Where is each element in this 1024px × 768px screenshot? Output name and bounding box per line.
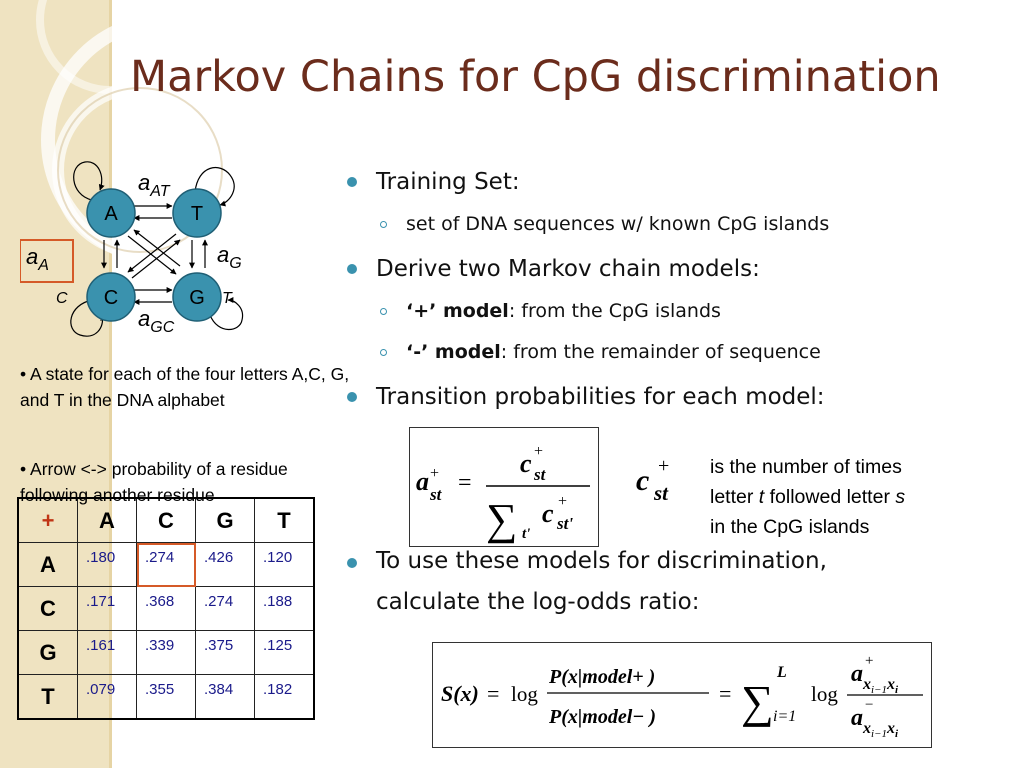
f1-lhs: a bbox=[416, 467, 429, 496]
f1-den-sum-sub: t' bbox=[522, 526, 531, 542]
node-t-label: T bbox=[190, 203, 204, 225]
label-aGC: $a_{GC}$ bbox=[138, 306, 175, 336]
table-row bbox=[18, 587, 314, 631]
f2-r-num-sup: + bbox=[865, 653, 874, 669]
table-cell: .339 bbox=[137, 631, 196, 675]
c-symbol-sup: + bbox=[658, 455, 670, 477]
label-aGT-sub-t: T bbox=[222, 290, 232, 307]
c-symbol-description bbox=[710, 452, 1010, 542]
sub-bullet-training: set of DNA sequences w/ known CpG islands bbox=[344, 204, 1004, 245]
transition-table bbox=[17, 497, 315, 720]
table-cell: .182 bbox=[255, 675, 315, 720]
f2-sum-bottom: i=1 bbox=[773, 708, 797, 725]
edge-a-to-g bbox=[128, 236, 176, 274]
table-col-c: C bbox=[137, 498, 196, 543]
edge-c-to-t bbox=[132, 240, 180, 278]
f2-sum-top: L bbox=[777, 664, 787, 681]
edge-t-to-c bbox=[128, 234, 176, 272]
f1-lhs-sup: + bbox=[430, 465, 440, 482]
f2-eq2: = bbox=[719, 681, 732, 706]
formula-transition-prob-svg bbox=[410, 428, 598, 546]
note-states: • A state for each of the four letters A,C, G, and T in the DNA alphabet bbox=[20, 364, 350, 410]
node-c-label: C bbox=[103, 287, 119, 309]
f1-den-sum: ∑ bbox=[486, 495, 518, 544]
f2-lhs: S(x) bbox=[441, 681, 479, 706]
node-g bbox=[173, 273, 221, 321]
desc-line-2b: followed letter bbox=[764, 486, 896, 508]
label-aGT: $a_G$ bbox=[217, 242, 242, 272]
f1-eq: = bbox=[458, 470, 472, 496]
table-cell: .188 bbox=[255, 587, 315, 631]
f2-log1: log bbox=[511, 682, 538, 706]
table-row bbox=[18, 631, 314, 675]
node-a bbox=[87, 189, 135, 237]
f2-r-num-sub: $x_{i-1}x_i$ bbox=[863, 676, 899, 696]
label-aAC: $a_A$ bbox=[26, 244, 49, 274]
f2-sum: ∑ bbox=[741, 676, 774, 727]
table-row-label: T bbox=[18, 675, 78, 720]
table-cell: .274 bbox=[196, 587, 255, 631]
desc-line-2a: letter bbox=[710, 486, 759, 508]
label-aAT: $a_{AT}$ bbox=[138, 170, 170, 200]
sub-bullet-plus-model bbox=[344, 291, 1004, 332]
formula-log-odds bbox=[432, 642, 932, 748]
table-corner-plus: + bbox=[18, 498, 78, 543]
node-g-label: G bbox=[189, 287, 205, 309]
edge-g-to-a bbox=[134, 230, 180, 266]
table-cell: .375 bbox=[196, 631, 255, 675]
desc-var-t: t bbox=[758, 486, 765, 508]
bullet-list bbox=[344, 160, 1004, 623]
f2-r-den-sub: $x_{i-1}x_i$ bbox=[863, 720, 899, 740]
bullet-derive-models: Derive two Markov chain models: bbox=[344, 247, 1004, 291]
table-row-label: G bbox=[18, 631, 78, 675]
c-st-plus-symbol bbox=[632, 452, 692, 508]
table-col-t: T bbox=[255, 498, 315, 543]
bullet-training-set: Training Set: bbox=[344, 160, 1004, 204]
slide-title: Markov Chains for CpG discrimination bbox=[130, 52, 941, 102]
f2-r-den: a bbox=[851, 705, 863, 731]
node-t bbox=[173, 189, 221, 237]
desc-line-3: in the CpG islands bbox=[710, 516, 870, 538]
bullet-use-models bbox=[344, 541, 1004, 623]
f1-num-sup: + bbox=[534, 443, 544, 460]
f2-r-num: a bbox=[851, 661, 863, 687]
table-cell: .079 bbox=[78, 675, 137, 720]
table-row bbox=[18, 543, 314, 587]
use-line-1: To use these models for discrimination, bbox=[376, 548, 827, 574]
formula-log-odds-svg bbox=[433, 643, 931, 747]
f1-lhs-sub: st bbox=[430, 485, 442, 504]
table-cell: .384 bbox=[196, 675, 255, 720]
f2-num: P(x|model+ ) bbox=[549, 666, 656, 688]
table-cell: .426 bbox=[196, 543, 255, 587]
node-c bbox=[87, 273, 135, 321]
desc-var-s: s bbox=[895, 486, 906, 508]
table-cell: .120 bbox=[255, 543, 315, 587]
f1-num: c bbox=[520, 449, 532, 478]
table-cell: .125 bbox=[255, 631, 315, 675]
f1-den: c bbox=[542, 499, 554, 528]
note-arrows: • Arrow <-> probability of a residue following another residue bbox=[20, 459, 288, 505]
plus-model-desc: : from the CpG islands bbox=[508, 300, 721, 322]
table-col-g: G bbox=[196, 498, 255, 543]
table-header-row bbox=[18, 498, 314, 543]
f2-log2: log bbox=[811, 682, 838, 706]
label-aAC-sub-c: C bbox=[56, 290, 68, 307]
table-row-label: A bbox=[18, 543, 78, 587]
minus-model-desc: : from the remainder of sequence bbox=[500, 341, 821, 363]
f2-r-den-sup: − bbox=[865, 697, 874, 713]
use-line-2: calculate the log-odds ratio: bbox=[376, 589, 700, 615]
plus-model-name: ‘+’ model bbox=[406, 300, 509, 322]
c-symbol-sub: st bbox=[654, 481, 669, 505]
table-cell-highlighted: .274 bbox=[137, 543, 196, 587]
sub-bullet-minus-model bbox=[344, 332, 1004, 373]
f1-num-sub: st bbox=[534, 465, 546, 484]
table-row-label: C bbox=[18, 587, 78, 631]
f2-eq1: = bbox=[487, 681, 500, 706]
table-cell: .355 bbox=[137, 675, 196, 720]
f1-den-sup: + bbox=[558, 493, 568, 510]
f1-den-sub: st' bbox=[557, 514, 574, 533]
bullet-transition: Transition probabilities for each model: bbox=[344, 375, 1004, 419]
node-a-label: A bbox=[104, 203, 118, 225]
c-symbol-base: c bbox=[636, 464, 650, 497]
formula-transition-prob bbox=[409, 427, 599, 547]
table-cell: .180 bbox=[78, 543, 137, 587]
table-cell: .161 bbox=[78, 631, 137, 675]
table-row bbox=[18, 675, 314, 720]
table-cell: .368 bbox=[137, 587, 196, 631]
f2-den: P(x|model− ) bbox=[549, 706, 657, 728]
markov-state-diagram bbox=[20, 150, 260, 350]
table-col-a: A bbox=[78, 498, 137, 543]
table-cell: .171 bbox=[78, 587, 137, 631]
desc-line-1: is the number of times bbox=[710, 456, 902, 478]
minus-model-name: ‘-’ model bbox=[406, 341, 501, 363]
